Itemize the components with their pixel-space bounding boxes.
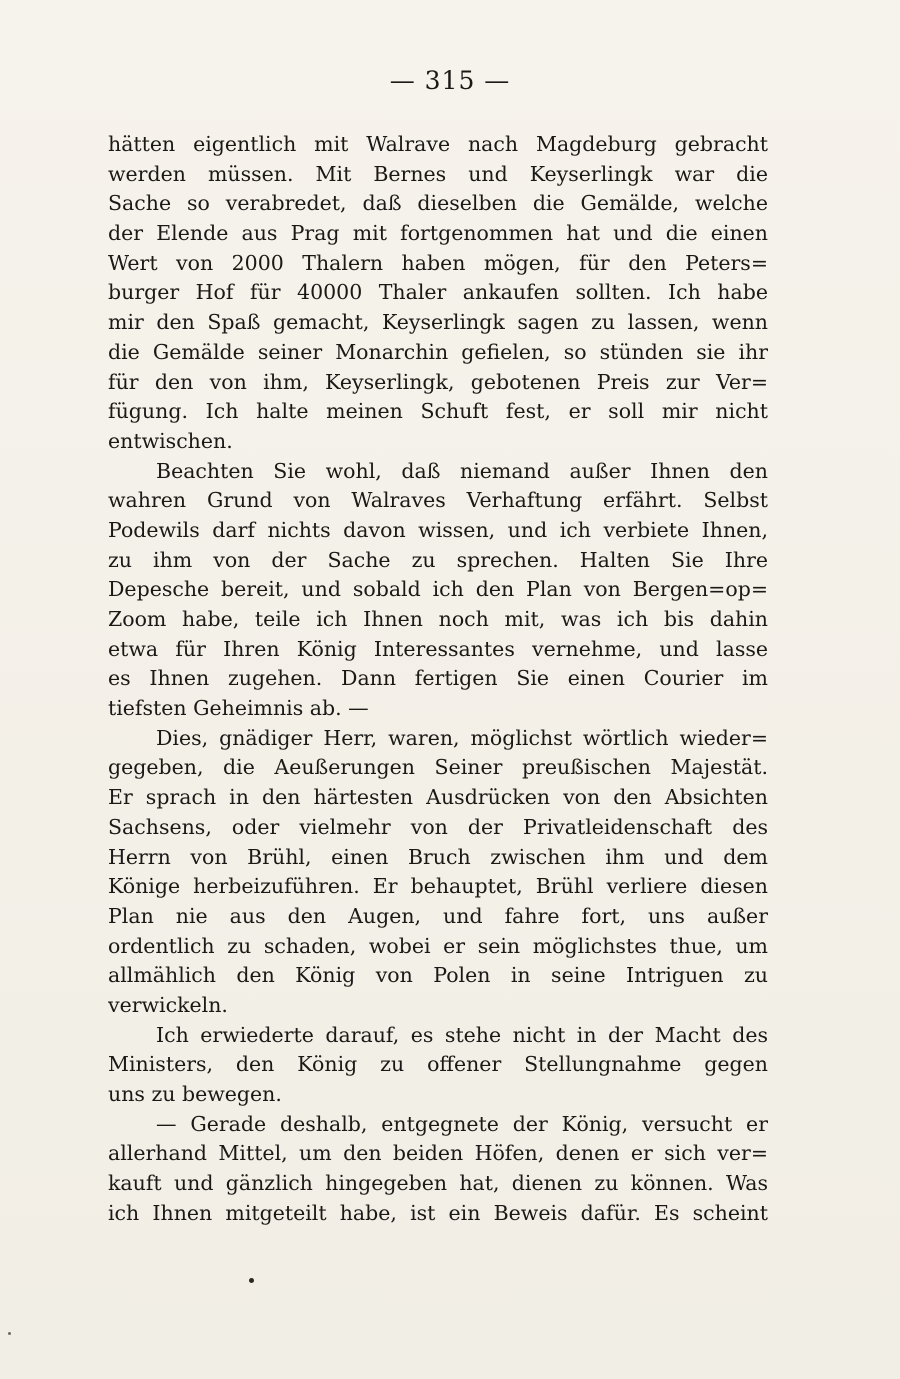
text-line: ordentlich zu schaden, wobei er sein möglichstes thue, um: [108, 933, 768, 958]
text-line: verwickeln.: [108, 992, 228, 1017]
paper-speck: [8, 1332, 11, 1335]
text-line: Ich erwiederte darauf, es stehe nicht in der Macht des: [156, 1022, 768, 1047]
text-line: fügung. Ich halte meinen Schuft fest, er soll mir nicht: [108, 399, 768, 424]
text-line: für den von ihm, Keyserlingk, gebotenen Preis zur Ver=: [108, 369, 768, 394]
ink-speck: [249, 1278, 254, 1283]
text-line: Könige herbeizuführen. Er behauptet, Brühl verliere diesen: [108, 874, 768, 899]
text-line: Depesche bereit, und sobald ich den Plan von Bergen=op=: [108, 577, 768, 602]
text-line: allerhand Mittel, um den beiden Höfen, denen er sich ver=: [108, 1141, 768, 1166]
text-line: es Ihnen zugehen. Dann fertigen Sie einen Courier im: [108, 666, 768, 691]
text-line: etwa für Ihren König Interessantes vernehme, und lasse: [108, 636, 768, 661]
page-number: — 315 —: [389, 66, 511, 95]
text-line: Herrn von Brühl, einen Bruch zwischen ihm und dem: [108, 844, 768, 869]
text-line: Zoom habe, teile ich Ihnen noch mit, was ich bis dahin: [108, 607, 768, 631]
text-line: Sachsens, oder vielmehr von der Privatleidenschaft des: [108, 814, 768, 839]
text-line: zu ihm von der Sache zu sprechen. Halten Sie Ihre: [108, 547, 768, 572]
text-line: Ministers, den König zu offener Stellungnahme gegen: [108, 1052, 768, 1077]
text-line: Sache so verabredet, daß dieselben die Gemälde, welche: [108, 191, 768, 216]
text-line: Wert von 2000 Thalern haben mögen, für den Peters=: [108, 250, 768, 275]
text-line: wahren Grund von Walraves Verhaftung erfährt. Selbst: [108, 488, 768, 513]
text-line: tiefsten Geheimnis ab. —: [108, 696, 369, 721]
text-line: Er sprach in den härtesten Ausdrücken von den Absichten: [108, 785, 768, 810]
text-line: kauft und gänzlich hingegeben hat, dienen zu können. Was: [108, 1171, 768, 1196]
text-line: ich Ihnen mitgeteilt habe, ist ein Beweis dafür. Es scheint: [108, 1200, 768, 1225]
text-line: der Elende aus Prag mit fortgenommen hat und die einen: [108, 221, 768, 246]
body-text: [108, 130, 768, 1228]
text-line: burger Hof für 40000 Thaler ankaufen sollten. Ich habe: [108, 280, 768, 305]
text-line: — Gerade deshalb, entgegnete der König, versucht er: [156, 1111, 768, 1136]
text-line: werden müssen. Mit Bernes und Keyserlingk war die: [108, 161, 768, 186]
text-line: allmählich den König von Polen in seine Intriguen zu: [108, 963, 768, 988]
text-line: uns zu bewegen.: [108, 1082, 282, 1106]
text-line: Podewils darf nichts davon wissen, und ich verbiete Ihnen,: [108, 517, 768, 542]
text-line: entwischen.: [108, 428, 233, 453]
text-line: gegeben, die Aeußerungen Seiner preußischen Majestät.: [108, 755, 768, 780]
text-line: Plan nie aus den Augen, und fahre fort, uns außer: [108, 903, 768, 928]
text-line: hätten eigentlich mit Walrave nach Magdeburg gebracht: [108, 132, 768, 156]
text-line: Dies, gnädiger Herr, waren, möglichst wörtlich wieder=: [156, 725, 768, 750]
text-line: mir den Spaß gemacht, Keyserlingk sagen zu lassen, wenn: [108, 310, 768, 335]
text-line: die Gemälde seiner Monarchin gefielen, so stünden sie ihr: [108, 339, 768, 364]
text-line: Beachten Sie wohl, daß niemand außer Ihnen den: [156, 458, 768, 483]
